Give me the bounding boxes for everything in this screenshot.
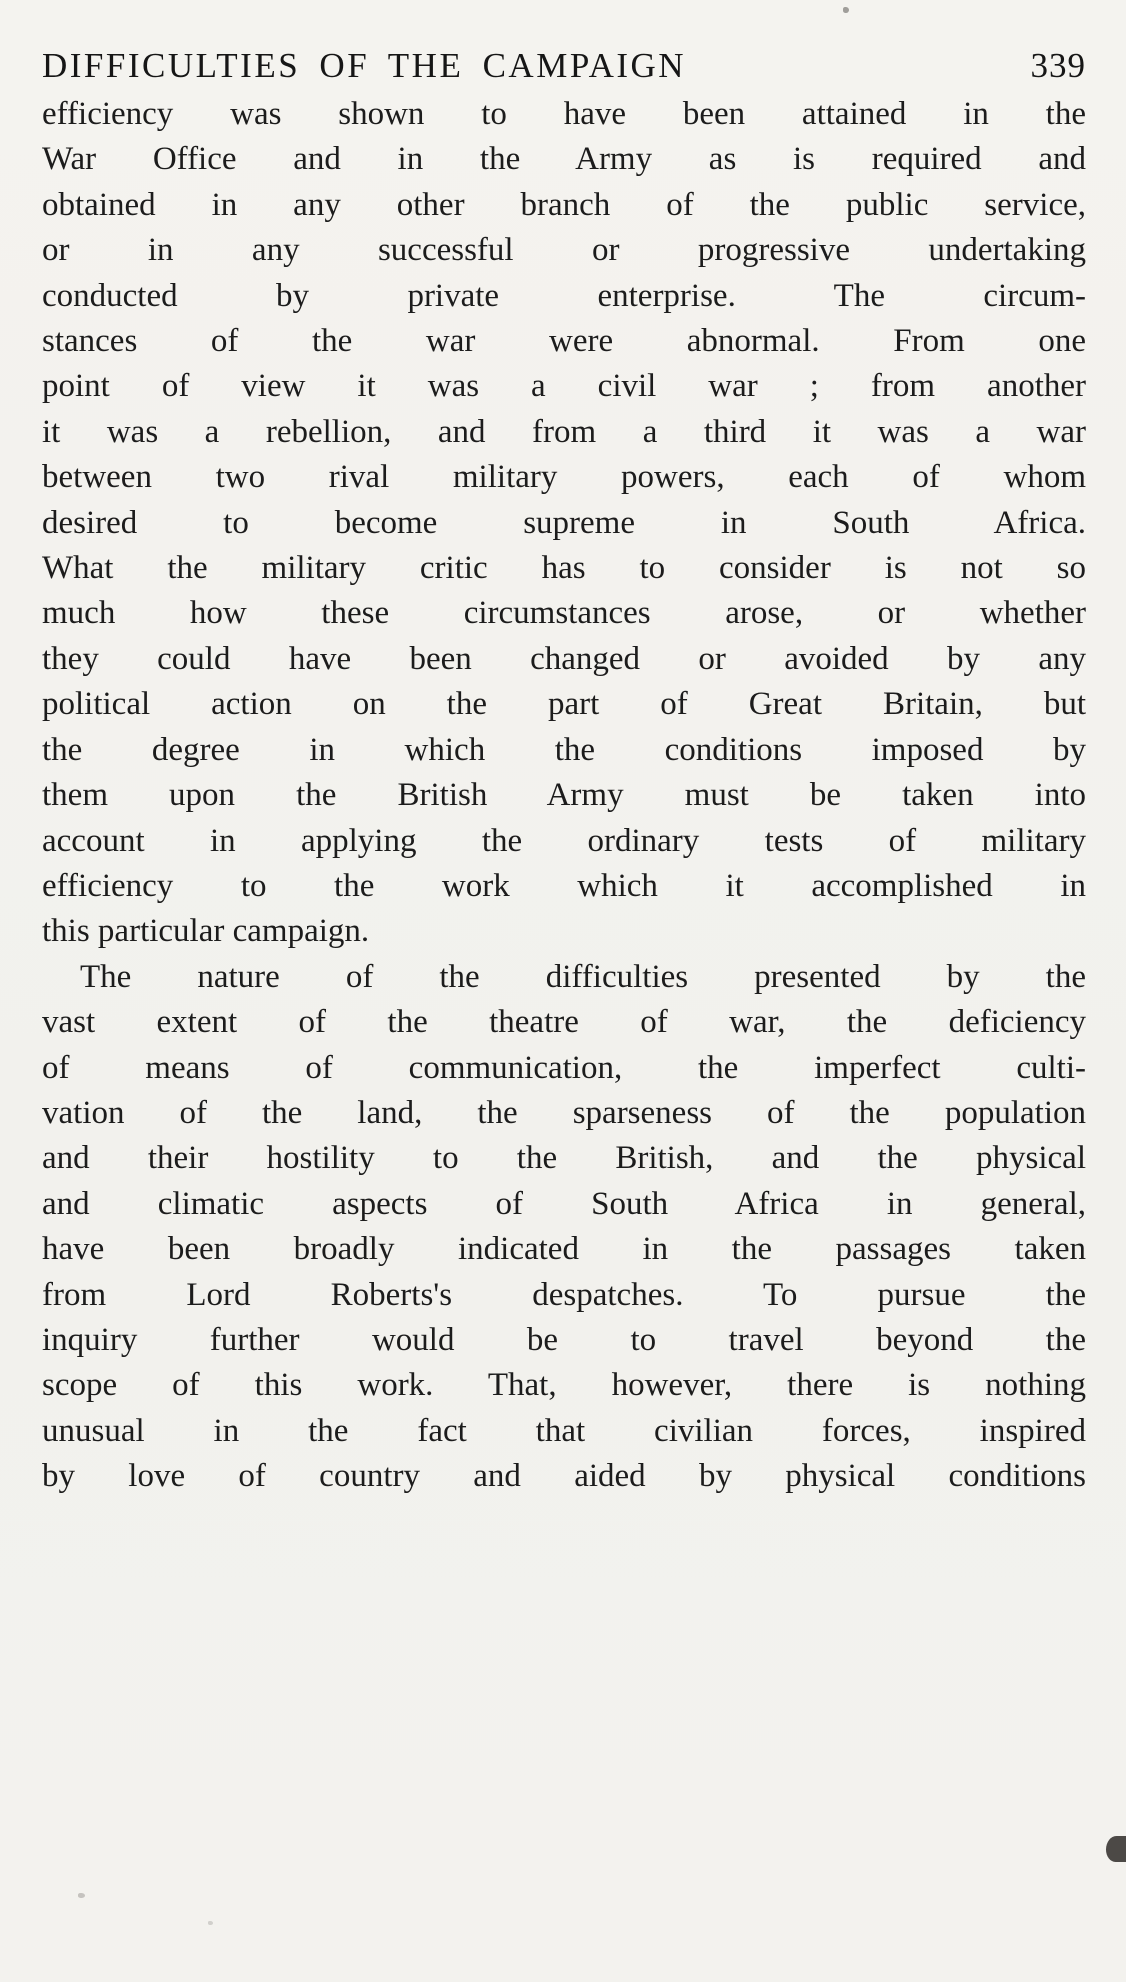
text-line: efficiency to the work which it accomplished in <box>42 867 1086 904</box>
text-line: vation of the land, the sparseness of the population <box>42 1094 1086 1131</box>
text-line: much how these circumstances arose, or whether <box>42 595 1086 632</box>
text-line: unusual in the fact that civilian forces, inspired <box>42 1412 1086 1449</box>
text-line: efficiency was shown to have been attained in the <box>42 96 1086 132</box>
scan-artifact <box>208 1921 213 1925</box>
text-line: point of view it was a civil war ; from another <box>42 368 1086 405</box>
text-line: and their hostility to the British, and the physical <box>42 1140 1086 1177</box>
text-line: and climatic aspects of South Africa in general, <box>42 1185 1086 1222</box>
page-number: 339 <box>1030 46 1086 85</box>
text-line: by love of country and aided by physical conditions <box>42 1458 1086 1495</box>
running-title: DIFFICULTIES OF THE CAMPAIGN <box>42 46 687 85</box>
text-line: What the military critic has to consider is not so <box>42 550 1086 587</box>
text-line: desired to become supreme in South Africa. <box>42 504 1086 541</box>
text-line: political action on the part of Great Britain, but <box>42 686 1086 723</box>
text-line: stances of the war were abnormal. From one <box>42 323 1086 360</box>
text-line: conducted by private enterprise. The circum- <box>42 277 1086 314</box>
scan-artifact <box>1106 1836 1126 1862</box>
text-line: or in any successful or progressive undertaking <box>42 232 1086 269</box>
scan-artifact <box>843 7 849 13</box>
text-line: this particular campaign. <box>42 913 370 950</box>
text-line: War Office and in the Army as is required and <box>42 141 1086 178</box>
text-line: vast extent of the theatre of war, the deficiency <box>42 1004 1086 1041</box>
text-line: have been broadly indicated in the passages taken <box>42 1231 1086 1268</box>
scan-artifact <box>78 1893 85 1898</box>
text-line: The nature of the difficulties presented by the <box>80 958 1086 995</box>
text-line: of means of communication, the imperfect culti- <box>42 1049 1086 1086</box>
text-line: between two rival military powers, each of whom <box>42 459 1086 496</box>
text-line: they could have been changed or avoided by any <box>42 640 1086 677</box>
text-body <box>42 92 1086 1500</box>
text-line: them upon the British Army must be taken into <box>42 777 1086 814</box>
text-line: obtained in any other branch of the public service, <box>42 186 1086 223</box>
text-line: the degree in which the conditions imposed by <box>42 731 1086 768</box>
text-line: scope of this work. That, however, there is nothing <box>42 1367 1086 1404</box>
page-header <box>42 42 1086 90</box>
paragraph <box>42 955 1086 1500</box>
paragraph <box>42 92 1086 955</box>
text-line: account in applying the ordinary tests of military <box>42 822 1086 859</box>
text-line: inquiry further would be to travel beyond the <box>42 1321 1086 1358</box>
text-line: it was a rebellion, and from a third it was a war <box>42 413 1086 450</box>
text-line: from Lord Roberts's despatches. To pursue the <box>42 1276 1086 1313</box>
